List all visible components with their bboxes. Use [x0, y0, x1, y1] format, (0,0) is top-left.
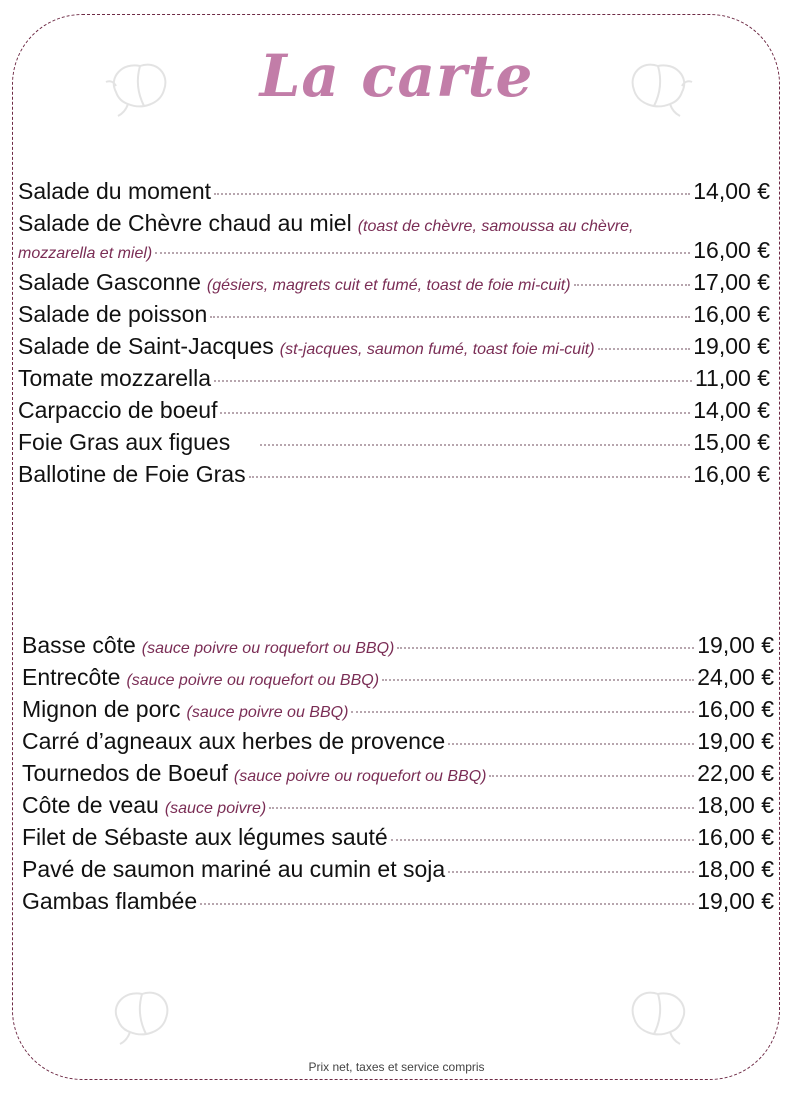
menu-item [18, 365, 770, 397]
item-price: 14,00 € [693, 178, 770, 204]
dot-leader [397, 647, 694, 649]
garlic-icon [100, 980, 180, 1050]
item-name: Salade de poisson [18, 301, 208, 327]
menu-item [18, 461, 770, 493]
dot-leader [391, 839, 695, 841]
menu-item [22, 824, 774, 856]
menu-item [18, 178, 770, 210]
menu-item [18, 397, 770, 429]
item-name: Salade de Chèvre chaud au miel [18, 210, 352, 236]
item-name: Carré d’agneaux aux herbes de provence [22, 728, 446, 754]
menu-item [22, 792, 774, 824]
item-price: 16,00 € [693, 461, 770, 487]
item-description: (sauce poivre) [164, 800, 267, 817]
item-price: 19,00 € [697, 888, 774, 914]
menu-item [22, 664, 774, 696]
dot-leader [269, 807, 694, 809]
item-name: Entrecôte [22, 664, 121, 690]
menu-item [18, 333, 770, 365]
dot-leader [210, 316, 690, 318]
item-name: Tournedos de Boeuf [22, 760, 228, 786]
menu-item [22, 696, 774, 728]
item-price: 11,00 € [694, 365, 770, 391]
garlic-icon [620, 980, 700, 1050]
menu-item [18, 301, 770, 333]
item-name: Côte de veau [22, 792, 159, 818]
item-name: Salade Gasconne [18, 269, 201, 295]
menu-item [18, 269, 770, 301]
item-name: Filet de Sébaste aux légumes sauté [22, 824, 388, 850]
item-price: 16,00 € [693, 237, 770, 263]
menu-item [22, 760, 774, 792]
item-description-continued: mozzarella et miel) [18, 245, 153, 262]
item-price: 15,00 € [693, 429, 770, 455]
footer-note: Prix net, taxes et service compris [308, 1060, 485, 1074]
item-price: 14,00 € [693, 397, 770, 423]
menu-border [12, 14, 780, 1080]
menu-item [22, 728, 774, 760]
dot-leader [351, 711, 694, 713]
item-name: Carpaccio de boeuf [18, 397, 218, 423]
dot-leader [574, 284, 691, 286]
item-name: Basse côte [22, 632, 136, 658]
item-price: 24,00 € [697, 664, 774, 690]
dot-leader [155, 252, 690, 254]
dot-leader [260, 444, 690, 446]
dot-leader [448, 871, 694, 873]
item-description: (gésiers, magrets cuit et fumé, toast de foie mi-cuit) [206, 277, 571, 294]
item-price: 16,00 € [693, 301, 770, 327]
item-name: Ballotine de Foie Gras [18, 461, 246, 487]
dot-leader [220, 412, 690, 414]
item-price: 16,00 € [697, 824, 774, 850]
dot-leader [200, 903, 694, 905]
item-name: Pavé de saumon mariné au cumin et soja [22, 856, 446, 882]
item-name: Foie Gras aux figues [18, 429, 231, 455]
item-price: 22,00 € [697, 760, 774, 786]
menu-item [18, 210, 770, 269]
dot-leader [382, 679, 694, 681]
item-price: 18,00 € [697, 856, 774, 882]
dot-leader [489, 775, 694, 777]
item-description: (sauce poivre ou roquefort ou BBQ) [233, 768, 487, 785]
item-description: (toast de chèvre, samoussa au chèvre, [357, 218, 634, 235]
menu-item [22, 632, 774, 664]
item-description: (sauce poivre ou BBQ) [186, 704, 349, 721]
item-price: 19,00 € [697, 632, 774, 658]
item-price: 18,00 € [697, 792, 774, 818]
menu-item [22, 888, 774, 920]
mains-section [22, 632, 774, 920]
item-name: Mignon de porc [22, 696, 181, 722]
item-name: Gambas flambée [22, 888, 198, 914]
item-description: (sauce poivre ou roquefort ou BBQ) [141, 640, 395, 657]
dot-leader [214, 380, 692, 382]
dot-leader [214, 193, 690, 195]
dot-leader [448, 743, 694, 745]
item-price: 17,00 € [693, 269, 770, 295]
dot-leader [598, 348, 691, 350]
menu-item [22, 856, 774, 888]
item-price: 19,00 € [697, 728, 774, 754]
item-description: (st-jacques, saumon fumé, toast foie mi-cuit) [279, 341, 595, 358]
starters-section [18, 178, 770, 493]
menu-item [18, 429, 770, 461]
item-name: Tomate mozzarella [18, 365, 212, 391]
item-price: 16,00 € [697, 696, 774, 722]
item-name: Salade de Saint-Jacques [18, 333, 274, 359]
item-name: Salade du moment [18, 178, 212, 204]
item-price: 19,00 € [693, 333, 770, 359]
item-description: (sauce poivre ou roquefort ou BBQ) [126, 672, 380, 689]
dot-leader [249, 476, 691, 478]
menu-title: La carte [259, 42, 534, 110]
